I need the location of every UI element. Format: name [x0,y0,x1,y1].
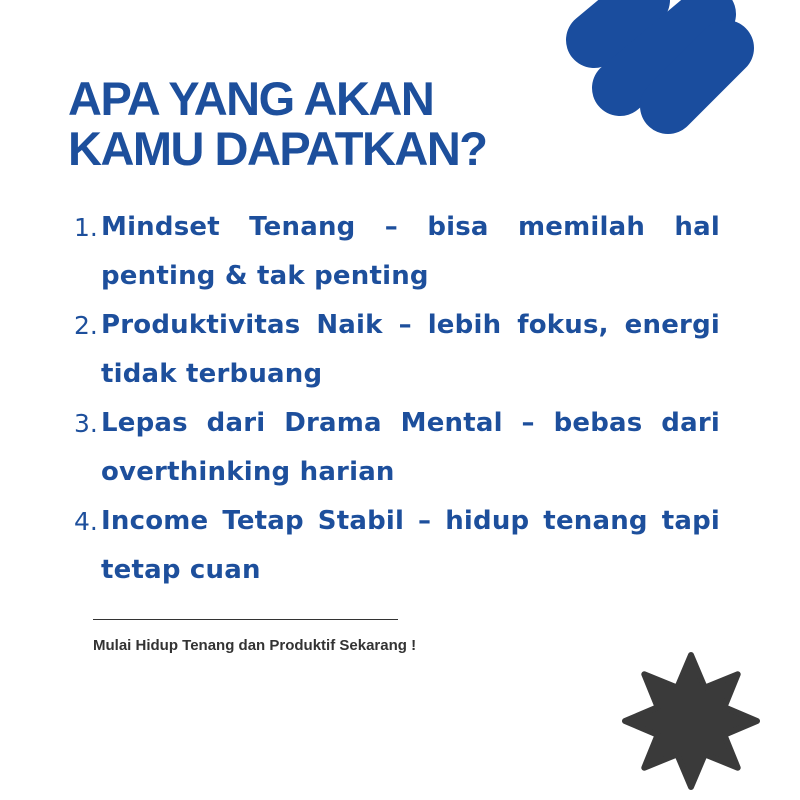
benefit-number: 4. [74,507,98,536]
benefit-item [74,301,720,399]
benefit-number: 1. [74,213,98,242]
benefit-item [74,203,720,301]
benefit-item [74,497,720,595]
divider-line [93,619,398,620]
page-title [68,74,486,174]
benefit-text: Produktivitas Naik – lebih fokus, energi tidak terbuang [101,310,720,389]
title-line-2: KAMU DAPATKAN? [68,122,487,175]
benefit-text: Mindset Tenang – bisa memilah hal penting & tak penting [101,212,720,291]
call-to-action-text: Mulai Hidup Tenang dan Produktif Sekarang ! [93,637,417,654]
title-line-1: APA YANG AKAN [68,72,434,125]
brush-stroke-decoration [560,0,760,140]
benefit-number: 2. [74,311,98,340]
benefit-text: Lepas dari Drama Mental – bebas dari overthinking harian [101,408,720,487]
benefit-item [74,399,720,497]
star-burst-decoration [620,650,762,792]
benefit-text: Income Tetap Stabil – hidup tenang tapi tetap cuan [101,506,720,585]
benefit-number: 3. [74,409,98,438]
benefits-list [74,203,720,595]
